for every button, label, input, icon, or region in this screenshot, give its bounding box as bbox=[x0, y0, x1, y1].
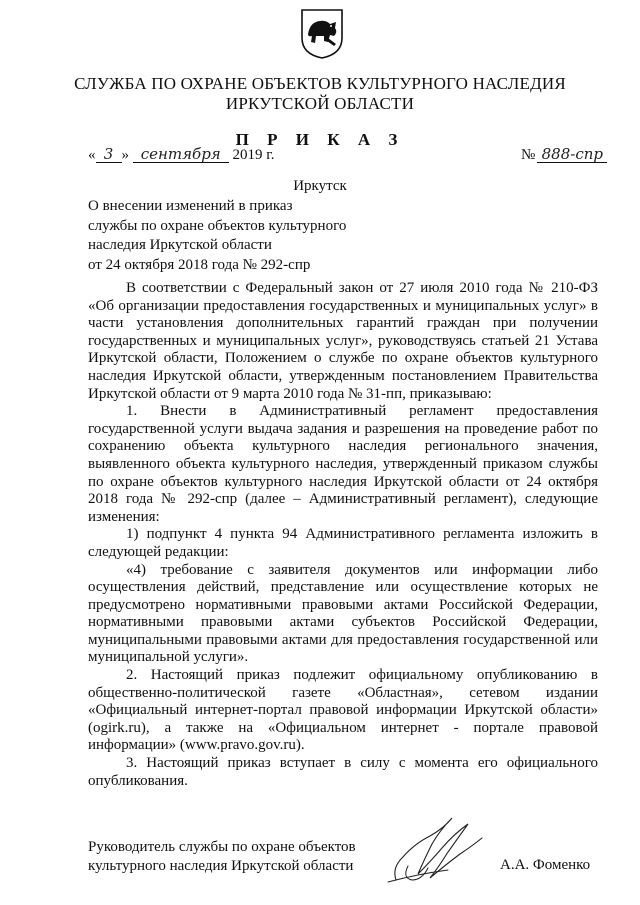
position-line-2: культурного наследия Иркутской области bbox=[88, 858, 354, 874]
handwritten-signature-icon bbox=[378, 808, 488, 890]
signatory-name: А.А. Фоменко bbox=[500, 857, 591, 873]
date-month: сентября bbox=[133, 146, 229, 163]
signatory-position bbox=[88, 838, 356, 876]
number-value: 888-спр bbox=[537, 146, 607, 163]
date-close-quote: » bbox=[121, 147, 129, 163]
order-subject bbox=[88, 197, 408, 275]
preamble-paragraph: В соответствии с Федеральный закон от 27 июля 2010 года № 210-ФЗ «Об организации предоставления государственных и муниципальных услуг» в части установления дополнительных гарантий граждан при получении государственных и муниципальных услуг», руководствуясь статьей 21 Устава Иркутской области, Положением о службе по охране объектов культурного наследия Иркутской области, утвержденным постановлением Правительства Иркутской области от 9 марта 2010 года № 31-пп, приказываю: bbox=[88, 280, 598, 402]
organization-name bbox=[60, 74, 580, 114]
item-1-paragraph: 1. Внести в Административный регламент предоставления государственной услуги выдача задания и разрешения на проведение работ по сохранению объекта культурного наследия регионального значения, выявленного объекта культурного наследия, утвержденный приказом службы по охране объектов культурного наследия Иркутской области от 24 октября 2018 года № 292-спр (далее – Административный регламент), следующие изменения: bbox=[88, 403, 598, 525]
subject-line: от 24 октября 2018 года № 292-спр bbox=[88, 256, 311, 273]
date-year: 2019 г. bbox=[232, 147, 275, 163]
order-date bbox=[88, 146, 274, 164]
order-body bbox=[88, 280, 598, 790]
item-3-paragraph: 3. Настоящий приказ вступает в силу с момента его официального опубликования. bbox=[88, 755, 598, 789]
org-line-2: ИРКУТСКОЙ ОБЛАСТИ bbox=[225, 94, 415, 113]
subject-line: службы по охране объектов культурного bbox=[88, 217, 347, 234]
subject-line: О внесении изменений в приказ bbox=[88, 198, 293, 214]
city: Иркутск bbox=[293, 178, 347, 194]
position-line-1: Руководитель службы по охране объектов bbox=[88, 839, 356, 855]
item-2-paragraph: 2. Настоящий приказ подлежит официальному опубликованию в общественно-политической газете «Областная», сетевом издании «Официальный интернет-портал правовой информации Иркутской области» (ogirk.ru), а также на «Официальном интернет - портале правовой информации» (www.pravo.gov.ru). bbox=[88, 667, 598, 754]
number-prefix: № bbox=[521, 147, 536, 163]
org-line-1: СЛУЖБА ПО ОХРАНЕ ОБЪЕКТОВ КУЛЬТУРНОГО НАСЛЕДИЯ bbox=[74, 74, 566, 93]
coat-of-arms-icon bbox=[300, 8, 344, 60]
order-title: П Р И К А З bbox=[235, 130, 405, 149]
subject-line: наследия Иркутской области bbox=[88, 237, 272, 253]
date-open-quote: « bbox=[88, 147, 96, 163]
item-1-1-paragraph: 1) подпункт 4 пункта 94 Административного регламента изложить в следующей редакции: bbox=[88, 526, 598, 560]
date-day: 3 bbox=[96, 146, 122, 163]
order-number bbox=[521, 146, 607, 164]
quoted-text-paragraph: «4) требование с заявителя документов или информации либо осуществления действий, представление или осуществление которых не предусмотрено нормативными правовыми актами Российской Федерации, нормативными правовыми актами субъектов Российской Федерации, муниципальными правовыми актами для предоставления государственной или муниципальной услуги». bbox=[88, 561, 598, 666]
